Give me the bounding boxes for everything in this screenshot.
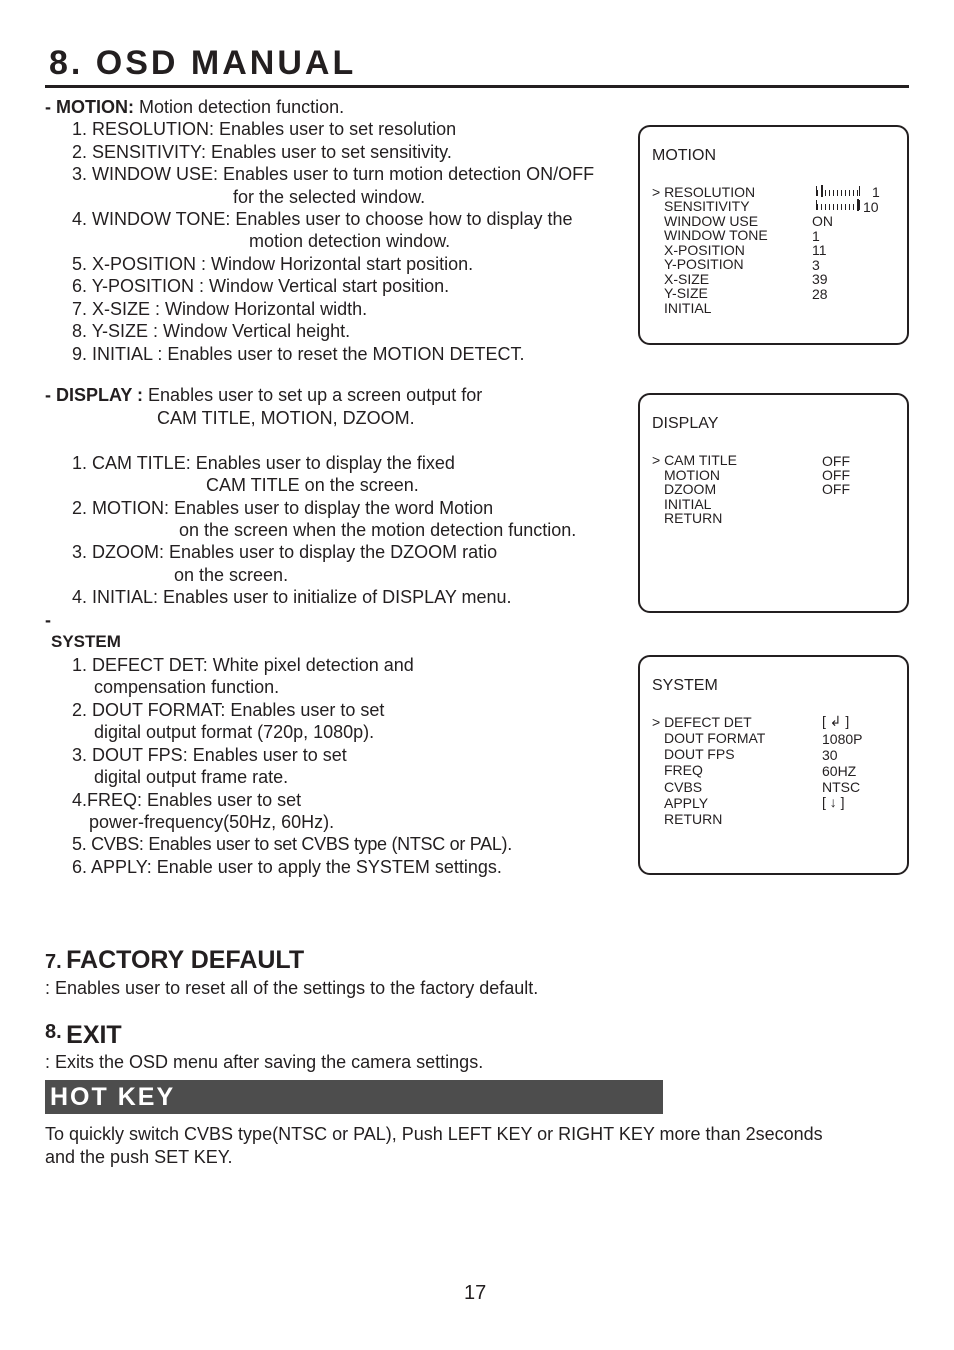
osd-menu-row: DOUT FPS — [664, 746, 735, 762]
display-item: 2. MOTION: Enables user to display the word Motion — [72, 498, 494, 518]
factory-default-heading — [45, 946, 304, 975]
display-item: 1. CAM TITLE: Enables user to display the fixed — [72, 453, 455, 473]
hotkey-desc-line2: and the push SET KEY. — [45, 1147, 233, 1167]
system-item: 4.FREQ: Enables user to set — [72, 790, 302, 810]
motion-desc: Motion detection function. — [133, 97, 345, 117]
system-item: 2. DOUT FORMAT: Enables user to set — [72, 700, 385, 720]
osd-menu-row: APPLY — [664, 795, 709, 811]
motion-item: 7. X-SIZE : Window Horizontal width. — [72, 299, 368, 319]
osd-value: ON — [812, 213, 833, 229]
osd-value: OFF — [822, 453, 850, 469]
osd-menu-row: > CAM TITLE — [652, 452, 737, 468]
sensitivity-slider-knob — [857, 199, 859, 211]
display-section-intro — [45, 384, 482, 406]
motion-item: 1. RESOLUTION: Enables user to set resolution — [72, 119, 457, 139]
system-item-cont: power-frequency(50Hz, 60Hz). — [89, 812, 335, 832]
factory-default-desc: : Enables user to reset all of the settings to the factory default. — [45, 978, 539, 998]
osd-value: [ ↲ ] — [822, 713, 850, 729]
osd-system-screen — [638, 655, 909, 875]
display-item: 4. INITIAL: Enables user to initialize of DISPLAY menu. — [72, 587, 512, 607]
osd-menu-row: INITIAL — [664, 300, 712, 316]
motion-item-cont: motion detection window. — [249, 231, 451, 251]
sensitivity-slider — [816, 200, 860, 210]
osd-menu-row: > DEFECT DET — [652, 714, 752, 730]
osd-value: 1080P — [822, 731, 863, 747]
osd-value: [ ↓ ] — [822, 794, 845, 810]
motion-item: 2. SENSITIVITY: Enables user to set sensitivity. — [72, 142, 452, 162]
system-item-cont: digital output frame rate. — [94, 767, 289, 787]
motion-item: 5. X-POSITION : Window Horizontal start position. — [72, 254, 474, 274]
osd-value: 60HZ — [822, 763, 857, 779]
osd-menu-row: X-POSITION — [664, 242, 745, 258]
motion-item: 6. Y-POSITION : Window Vertical start position. — [72, 276, 450, 296]
osd-menu-row: DZOOM — [664, 481, 717, 497]
exit-heading — [45, 1021, 122, 1050]
osd-system-header: SYSTEM — [652, 677, 718, 694]
page-title: 8. OSD MANUAL — [49, 44, 357, 82]
osd-display-header: DISPLAY — [652, 415, 719, 432]
motion-item: 8. Y-SIZE : Window Vertical height. — [72, 321, 351, 341]
hotkey-desc-line1: To quickly switch CVBS type(NTSC or PAL), Push LEFT KEY or RIGHT KEY more than 2seconds — [45, 1124, 823, 1144]
osd-display-screen — [638, 393, 909, 613]
system-item: 6. APPLY: Enable user to apply the SYSTEM settings. — [72, 857, 502, 877]
factory-default-number: 7. — [45, 951, 62, 973]
display-item-cont: on the screen. — [174, 565, 289, 585]
osd-value: 1 — [872, 184, 880, 200]
osd-menu-row: Y-SIZE — [664, 285, 708, 301]
factory-default-title: FACTORY DEFAULT — [66, 946, 305, 974]
osd-menu-row: Y-POSITION — [664, 256, 744, 272]
osd-value: 1 — [812, 228, 820, 244]
osd-motion-screen — [638, 125, 909, 345]
osd-value: 39 — [812, 271, 828, 287]
system-label: SYSTEM — [51, 632, 121, 651]
osd-value: OFF — [822, 467, 850, 483]
system-dash: - — [45, 610, 51, 630]
osd-menu-row: CVBS — [664, 779, 703, 795]
exit-title: EXIT — [66, 1021, 122, 1049]
title-divider — [45, 85, 909, 88]
osd-value: 28 — [812, 286, 828, 302]
osd-menu-row: WINDOW TONE — [664, 227, 768, 243]
osd-menu-row: RETURN — [664, 510, 723, 526]
osd-value: NTSC — [822, 779, 861, 795]
resolution-slider-knob — [821, 185, 823, 197]
motion-section-intro — [45, 96, 344, 118]
osd-motion-header: MOTION — [652, 147, 716, 164]
display-item: 3. DZOOM: Enables user to display the DZOOM ratio — [72, 542, 498, 562]
display-label: - DISPLAY : — [45, 385, 144, 405]
osd-value: 30 — [822, 747, 838, 763]
resolution-slider — [816, 186, 860, 196]
motion-item: 4. WINDOW TONE: Enables user to choose how to display the — [72, 209, 573, 229]
osd-menu-row: X-SIZE — [664, 271, 710, 287]
osd-value: OFF — [822, 481, 850, 497]
osd-menu-row: MOTION — [664, 467, 720, 483]
motion-item: 9. INITIAL : Enables user to reset the MOTION DETECT. — [72, 344, 525, 364]
system-item: 3. DOUT FPS: Enables user to set — [72, 745, 347, 765]
exit-number: 8. — [45, 1021, 62, 1043]
exit-desc: : Exits the OSD menu after saving the camera settings. — [45, 1052, 484, 1072]
osd-menu-row: RETURN — [664, 811, 723, 827]
motion-item: 3. WINDOW USE: Enables user to turn motion detection ON/OFF — [72, 164, 595, 184]
system-item: 1. DEFECT DET: White pixel detection and — [72, 655, 414, 675]
osd-menu-row: WINDOW USE — [664, 213, 759, 229]
display-desc-cont: CAM TITLE, MOTION, DZOOM. — [157, 408, 415, 428]
hotkey-title: HOT KEY — [50, 1083, 176, 1111]
display-item-cont: CAM TITLE on the screen. — [206, 475, 419, 495]
display-item-cont: on the screen when the motion detection function. — [179, 520, 577, 540]
display-desc: Enables user to set up a screen output for — [143, 385, 483, 405]
osd-value: 10 — [863, 199, 879, 215]
osd-value: 3 — [812, 257, 820, 273]
motion-label: - MOTION: — [45, 97, 134, 117]
osd-menu-row: SENSITIVITY — [664, 198, 750, 214]
osd-menu-row: > RESOLUTION — [652, 184, 756, 200]
system-item-cont: digital output format (720p, 1080p). — [94, 722, 375, 742]
osd-menu-row: INITIAL — [664, 496, 712, 512]
osd-menu-row: FREQ — [664, 762, 703, 778]
osd-menu-row: DOUT FORMAT — [664, 730, 766, 746]
page-number: 17 — [464, 1282, 487, 1304]
system-item: 5. CVBS: Enables user to set CVBS type (NTSC or PAL). — [72, 834, 512, 854]
motion-item-cont: for the selected window. — [233, 187, 426, 207]
system-item-cont: compensation function. — [94, 677, 280, 697]
osd-value: 11 — [812, 242, 827, 258]
